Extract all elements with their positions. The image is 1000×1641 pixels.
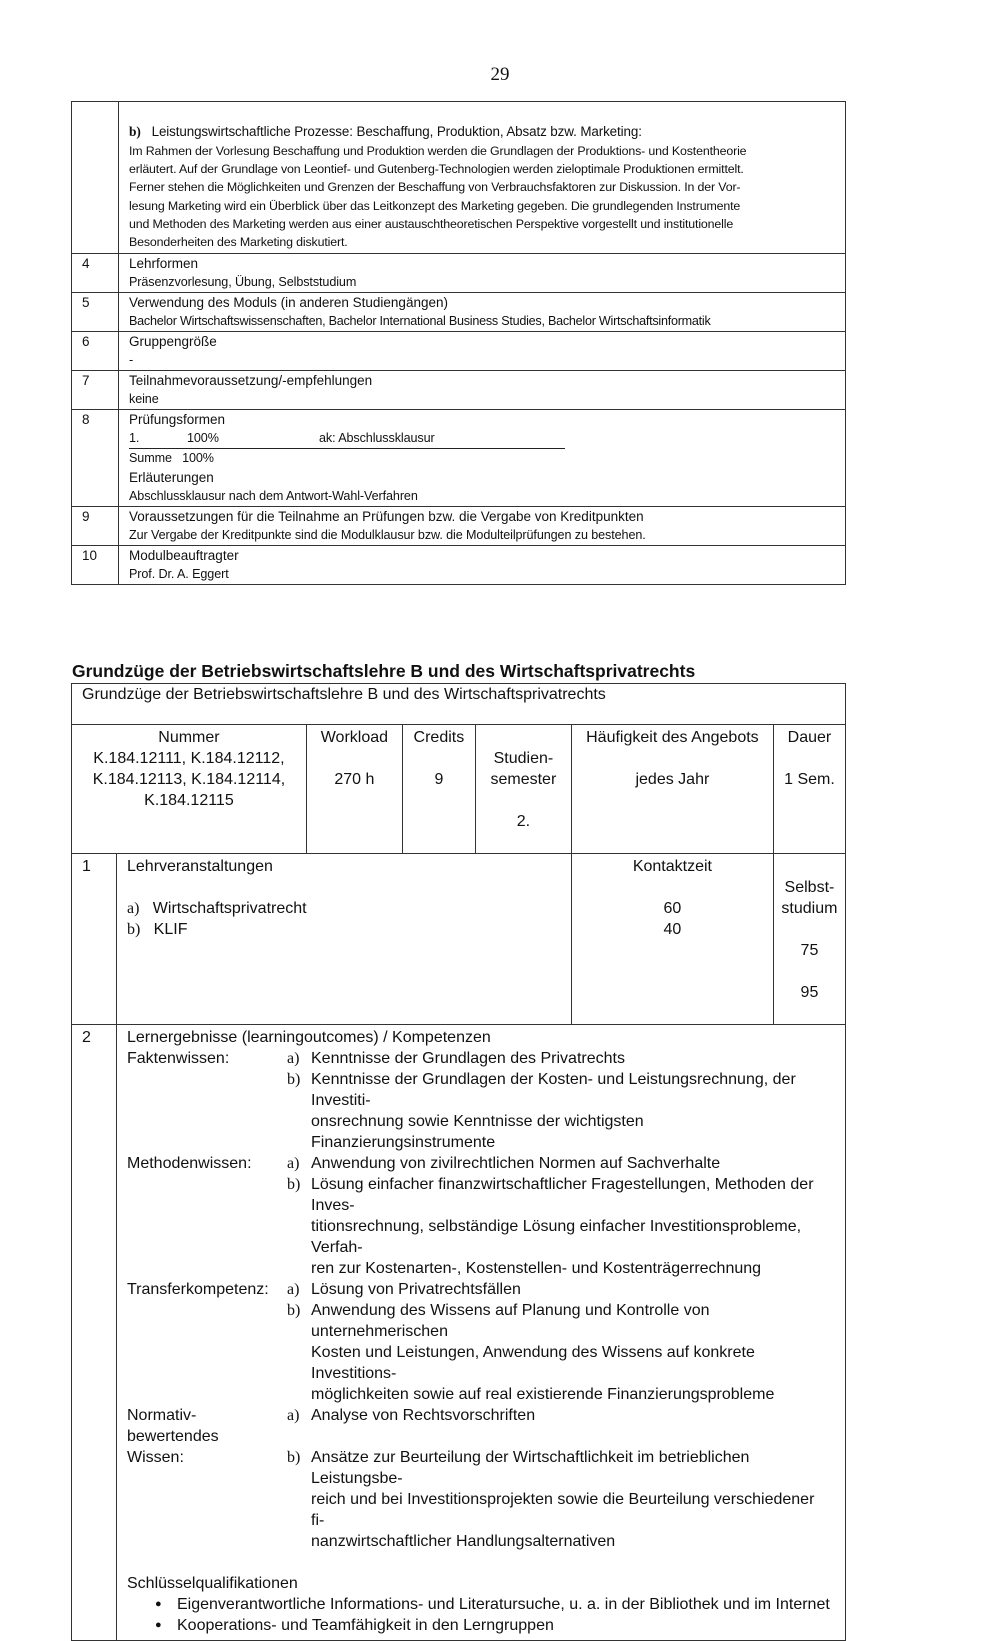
erlaeuterungen-title: Erläuterungen (129, 470, 214, 486)
page-number: 29 (490, 64, 510, 85)
pruef-summe: Summe 100% (129, 451, 214, 466)
group-label: Transferkompetenz: (127, 1281, 269, 1298)
module-title: Grundzüge der Betriebswirtschaftslehre B und des Wirtschaftsprivatrechts (72, 684, 846, 725)
header-kontaktzeit: Kontaktzeit (632, 858, 712, 875)
header-workload: Workload (320, 729, 389, 746)
schluesselqualifikationen-list (127, 1594, 831, 1636)
row-pruefungsformen: 8 Prüfungsformen 1. 100% ak: Abschlussklausur Summe 100% Erläuterungen Abschlussklausur nach dem Antwort-Wahl-Verfahren (72, 410, 846, 507)
schluesselqualifikationen-title: Schlüsselqualifikationen (127, 1575, 298, 1592)
row-modulbeauftragter: 10 Modulbeauftragter Prof. Dr. A. Eggert (72, 546, 846, 585)
module-info-row: Nummer K.184.12111, K.184.12112, K.184.12113, K.184.12114, K.184.12115 Workload 270 h Credits 9 Studien- semester 2. Häufigkeit des Angebots jedes Jahr Dauer 1 Sem. (72, 725, 846, 854)
group-label-2: Wissen: (127, 1449, 184, 1466)
value-workload: 270 h (334, 771, 375, 788)
lv-title: Lehrveranstaltungen (127, 858, 273, 875)
row-title: Modulbeauftragter (129, 548, 239, 564)
row-value: Prof. Dr. A. Eggert (129, 567, 229, 582)
lern-grid: Faktenwissen: a) Kenntnisse der Grundlagen des Privatrechts b) Kenntnisse der Grundlagen der Kosten- und Leistungsrechnung, der Investiti- onsrechnung sowie Kenntnisse der wichtigsten Finanzierungsinstrumente Methodenwissen: a) Anwendung von zivilrechtlichen Normen auf Sachverhalte b) Lösung einfacher finanzwirtschaftlicher Fragestellungen, Methoden der Inves- titionsrechnung, selbständige Lösung einfacher Investitionsprobleme, Verfah- ren zur Kostenarten-, Kostenstellen- und Kostenträgerrechnung Transferkompetenz: a) Lösung von Privatrechtsfällen b) Anwendung des Wissens auf Planung und Kontrolle von unternehmerischen Kosten und Leistungen, Anwendung des Wissens auf konkrete Investitions- möglichkeiten sowie auf real existierende Finanzierungsprobleme Normativ-bewertendes a) Analyse von Rechtsvorschriften Wissen: b) Ansätze zur Beurteilung der Wirtschaftlichkeit im betrieblichen Leistungsbe- reich und bei Investitionsprojekten sowie die Beurteilung verschiedener fi- nanzwirtschaftlicher Handlungsalternativen (127, 1050, 815, 1550)
row-title: Teilnahmevoraussetzung/-empfehlungen (129, 373, 373, 389)
row-value: keine (129, 392, 159, 407)
section-b-text: Im Rahmen der Vorlesung Beschaffung und Produktion werden die Grundlagen der Produktions- und Kostentheorie erläutert. Auf der Grundlage von Leontief- und Gutenberg-Technologien werden zieloptimale Produktionen ermittelt. Ferner stehen die Möglichkeiten und Grenzen der Beschaffung von Verbrauchsfaktoren zur Diskussion. In der Vor- lesung Marketing wird ein Überblick über das Leitkonzept des Marketing gegeben. Die grundlegenden Instrumente und Methoden des Marketing werden aus einer austauschtheoretischen Perspektive vorgestellt und institutionelle Besonderheiten des Marketing diskutiert. (129, 144, 747, 250)
list-item: ● Kooperations- und Teamfähigkeit in den Lerngruppen (177, 1615, 831, 1636)
row-value: - (129, 353, 134, 368)
row-voraussetzungen: 9 Voraussetzungen für die Teilnahme an Prüfungen bzw. die Vergabe von Kreditpunkten Zur Vergabe der Kreditpunkte sind die Modulklausur bzw. die Modulteilprüfungen zu bestehen. (72, 507, 846, 546)
group-label: Faktenwissen: (127, 1050, 230, 1067)
row-title: Verwendung des Moduls (in anderen Studiengängen) (129, 295, 448, 311)
lernergebnisse-row: 2 Lernergebnisse (learningoutcomes) / Kompetenzen Faktenwissen: a) Kenntnisse der Grundlagen des Privatrechts b) Kenntnisse der Grundlagen der Kosten- und Leistungsrechnung, der Investiti- onsrechnung sowie Kenntnisse der wichtigsten Finanzierungsinstrumente Methodenwissen: a) Anwendung von zivilrechtlichen Normen auf Sachverhalte b) Lösung einfacher finanzwirtschaftlicher Fragestellungen, Methoden der Inves- titionsrechnung, selbständige Lösung einfacher Investitionsprobleme, Verfah- ren zur Kostenarten-, Kostenstellen- und Kostenträgerrechnung Transferkompetenz: a) Lösung von Privatrechtsfällen b) Anwendung des Wissens auf Planung und Kontrolle von unternehmerischen Kosten und Leistungen, Anwendung des Wissens auf konkrete Investitions- möglichkeiten sowie auf real existierende Finanzierungsprobleme Normativ-bewertendes a) Analyse von Rechtsvorschriften Wissen: b) Ansätze zur Beurteilung der Wirtschaftlichkeit im betrieblichen Leistungsbe- reich und bei Investitionsprojekten sowie die Beurteilung verschiedener fi- nanzwirtschaftlicher Handlungsalternativen Schlüsselqualifikationen ● Eigenverantwortliche Informations- und Literatursuche, u. a. in der Bibliothek und im Internet ● Kooperations- und Teamfähigkeit in den Lerngruppen (72, 1025, 846, 1641)
row-teilnahme: 7 Teilnahmevoraussetzung/-empfehlungen keine (72, 371, 846, 410)
row-lehrformen: 4 Lehrformen Präsenzvorlesung, Übung, Selbststudium (72, 254, 846, 293)
row-value: Zur Vergabe der Kreditpunkte sind die Modulklausur bzw. die Modulteilprüfungen zu bestehen. (129, 528, 646, 543)
erlaeuterungen-text: Abschlussklausur nach dem Antwort-Wahl-Verfahren (129, 489, 418, 504)
row-section-b (72, 102, 846, 254)
row-title: Voraussetzungen für die Teilnahme an Prüfungen bzw. die Vergabe von Kreditpunkten (129, 509, 644, 525)
value-haeufigkeit: jedes Jahr (635, 771, 710, 788)
row-value: Bachelor Wirtschaftswissenschaften, Bachelor International Business Studies, Bachelor Wirtschaftsinformatik (129, 314, 711, 329)
module-heading: Grundzüge der Betriebswirtschaftslehre B und des Wirtschaftsprivatrechts (72, 661, 696, 681)
row-verwendung: 5 Verwendung des Moduls (in anderen Studiengängen) Bachelor Wirtschaftswissenschaften, Bachelor International Business Studies, Bachelor Wirtschaftsinformatik (72, 293, 846, 332)
value-semester: 2. (516, 813, 531, 830)
header-haeufigkeit: Häufigkeit des Angebots (586, 729, 759, 746)
group-label: Normativ-bewertendes (127, 1407, 219, 1445)
header-nummer: Nummer (158, 729, 220, 746)
row-title: Prüfungsformen (129, 412, 226, 428)
header-semester: Studien- semester (490, 750, 557, 788)
lern-title: Lernergebnisse (learningoutcomes) / Kompetenzen (127, 1029, 491, 1046)
value-credits: 9 (434, 771, 444, 788)
lv-item: a) Wirtschaftsprivatrecht (127, 900, 307, 917)
module-title-row (72, 684, 846, 725)
module-table-continued (71, 101, 846, 585)
row-title: Gruppengröße (129, 334, 217, 350)
module-table (71, 683, 846, 1641)
value-dauer: 1 Sem. (784, 771, 835, 788)
section-b-title: b) Leistungswirtschaftliche Prozesse: Beschaffung, Produktion, Absatz bzw. Marketing: (129, 124, 642, 139)
row-gruppengroesse: 6 Gruppengröße - (72, 332, 846, 371)
lv-item: b) KLIF (127, 921, 188, 938)
header-credits: Credits (413, 729, 465, 746)
row-title: Lehrformen (129, 256, 199, 272)
header-selbststudium: Selbst- studium (781, 879, 838, 917)
row-value: Präsenzvorlesung, Übung, Selbststudium (129, 275, 357, 290)
list-item: ● Eigenverantwortliche Informations- und Literatursuche, u. a. in der Bibliothek und im Internet (177, 1594, 831, 1615)
group-label: Methodenwissen: (127, 1155, 252, 1172)
header-dauer: Dauer (787, 729, 832, 746)
lehrveranstaltungen-row: 1 Lehrveranstaltungen a) Wirtschaftsprivatrecht b) KLIF Kontaktzeit 60 40 Selbst- studium 75 95 (72, 854, 846, 1025)
pruef-item: 1. 100% ak: Abschlussklausur (129, 429, 565, 449)
